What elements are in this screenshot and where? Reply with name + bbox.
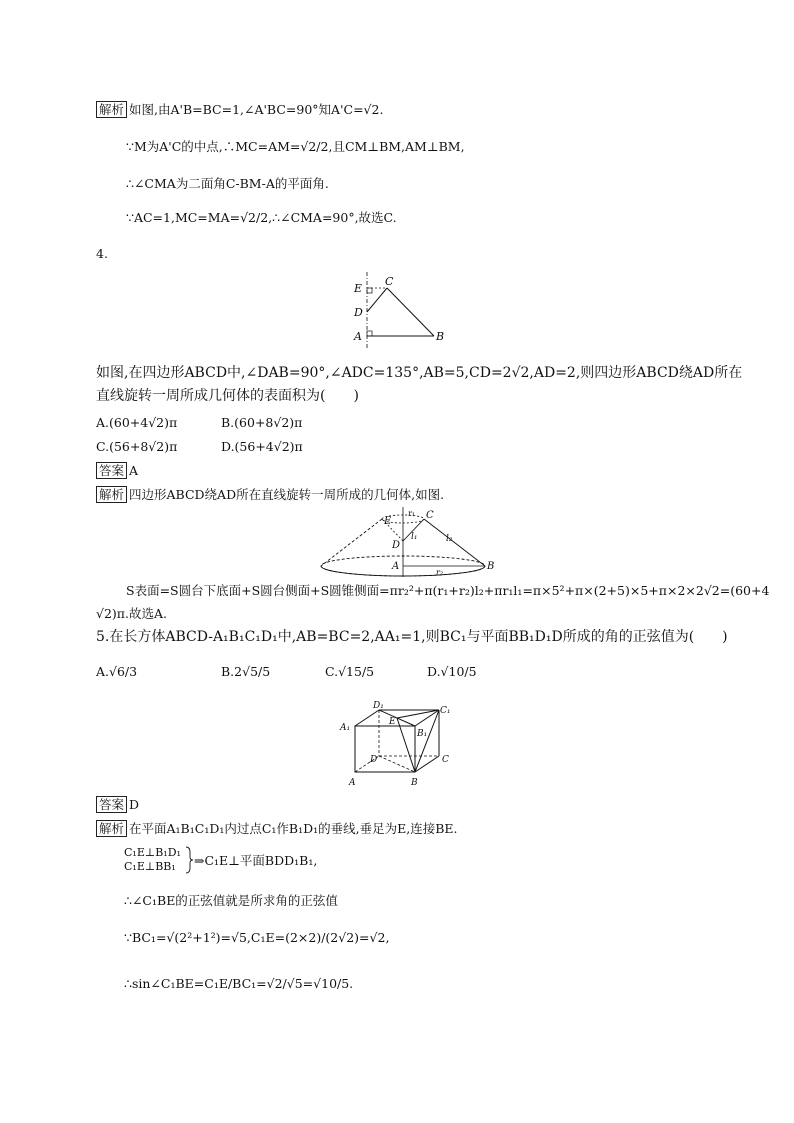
analysis-tag: 解析 — [96, 820, 127, 837]
answer-tag: 答案 — [96, 462, 127, 479]
label-a: A — [392, 561, 400, 572]
q5-option-b: B.2√5/5 — [221, 664, 271, 679]
q5-analysis-text1: 在平面A₁B₁C₁D₁内过点C₁作B₁D₁的垂线,垂足为E,连接BE. — [129, 821, 458, 836]
analysis-tag: 解析 — [96, 486, 127, 503]
q4-figure-solid — [316, 505, 496, 580]
label-a1: A₁ — [340, 723, 351, 733]
generatrix-l2 — [424, 519, 485, 566]
q4-analysis-line2: S表面=S圆台下底面+S圆台侧面+S圆锥侧面=πr₂²+π(r₁+r₂)l₂+πr₁l₁=π×5²+π×(2+5)×5+π×2×2√2=(60+4 — [126, 583, 770, 598]
label-a: A — [354, 330, 362, 343]
label-b: B — [436, 330, 445, 343]
q5-analysis-line1 — [96, 820, 458, 837]
q3-analysis-line3: ∴∠CMA为二面角C-BM-A的平面角. — [126, 176, 329, 191]
q3-analysis-line1 — [96, 101, 383, 118]
q4-analysis-line1 — [96, 486, 444, 503]
q5-answer — [96, 796, 139, 813]
label-b: B — [411, 778, 418, 788]
system-brace — [184, 846, 194, 874]
q5-figure-cuboid — [337, 700, 462, 792]
q4-answer-value: A — [129, 463, 139, 478]
q4-option-b: B.(60+8√2)π — [221, 415, 303, 430]
system-line2: C₁E⊥BB₁ — [124, 860, 176, 873]
label-d1: D₁ — [373, 701, 384, 711]
q5-option-a: A.√6/3 — [96, 664, 138, 679]
q5-stem: 5.在长方体ABCD-A₁B₁C₁D₁中,AB=BC=2,AA₁=1,则BC₁与平面BB₁D₁D所成的角的正弦值为( ) — [96, 629, 728, 645]
q4-analysis-line3: √2)π.故选A. — [96, 606, 167, 621]
front-face — [355, 726, 415, 772]
q4-figure-quadrilateral — [350, 270, 460, 352]
q5-analysis-line4: ∴sin∠C₁BE=C₁E/BC₁=√2/√5=√10/5. — [124, 976, 354, 991]
label-d: D — [392, 540, 401, 551]
label-d: D — [370, 755, 378, 765]
label-c: C — [442, 755, 449, 765]
q4-option-d: D.(56+4√2)π — [221, 439, 303, 454]
label-b: B — [487, 561, 495, 572]
analysis-tag: 解析 — [96, 101, 127, 118]
answer-tag: 答案 — [96, 796, 127, 813]
label-l1: l₁ — [411, 532, 418, 542]
q3-text1: 如图,由A'B=BC=1,∠A'BC=90°知A'C=√2. — [129, 102, 384, 117]
label-r1: r₁ — [408, 509, 416, 518]
label-e: E — [389, 717, 396, 727]
label-l2: l₂ — [446, 534, 453, 544]
diag-db — [379, 756, 415, 772]
label-e: E — [354, 282, 363, 295]
q4-number: 4. — [96, 246, 108, 261]
q3-analysis-line4: ∵AC=1,MC=MA=√2/2,∴∠CMA=90°,故选C. — [126, 210, 397, 225]
label-d: D — [354, 306, 363, 319]
q4-answer — [96, 462, 138, 479]
segment-cb — [387, 288, 434, 336]
segment-dc — [367, 288, 387, 312]
q5-option-d: D.√10/5 — [427, 664, 477, 679]
label-r2: r₂ — [436, 568, 444, 577]
system-line1: C₁E⊥B₁D₁ — [124, 846, 181, 859]
q4-analysis-text1: 四边形ABCD绕AD所在直线旋转一周所成的几何体,如图. — [129, 487, 445, 502]
q4-option-a: A.(60+4√2)π — [96, 415, 178, 430]
label-c: C — [385, 275, 394, 288]
q4-option-c: C.(56+8√2)π — [96, 439, 178, 454]
right-angle-e — [367, 288, 372, 293]
label-b1: B₁ — [417, 729, 428, 739]
q5-analysis-line3: ∵BC₁=√(2²+1²)=√5,C₁E=(2×2)/(2√2)=√2, — [124, 930, 390, 945]
q3-analysis-line2: ∵M为A'C的中点,∴MC=AM=√2/2,且CM⊥BM,AM⊥BM, — [126, 139, 465, 154]
label-e: E — [384, 516, 392, 527]
right-angle-a — [367, 331, 372, 336]
q4-stem-line1: 如图,在四边形ABCD中,∠DAB=90°,∠ADC=135°,AB=5,CD=2√2,AD=2,则四边形ABCD绕AD所在 — [96, 365, 743, 381]
edge-a1d1 — [355, 710, 379, 726]
label-a: A — [349, 778, 356, 788]
q5-analysis-line2: ∴∠C₁BE的正弦值就是所求角的正弦值 — [124, 893, 338, 908]
q5-option-c: C.√15/5 — [325, 664, 375, 679]
system-result: ⇒C₁E⊥平面BDD₁B₁, — [194, 853, 318, 868]
label-c: C — [426, 510, 434, 521]
q5-answer-value: D — [129, 797, 140, 812]
label-c1: C₁ — [440, 706, 451, 716]
segment-c1b — [415, 710, 439, 772]
q4-stem-line2: 直线旋转一周所成几何体的表面积为( ) — [96, 388, 359, 404]
generatrix-left — [321, 519, 382, 566]
